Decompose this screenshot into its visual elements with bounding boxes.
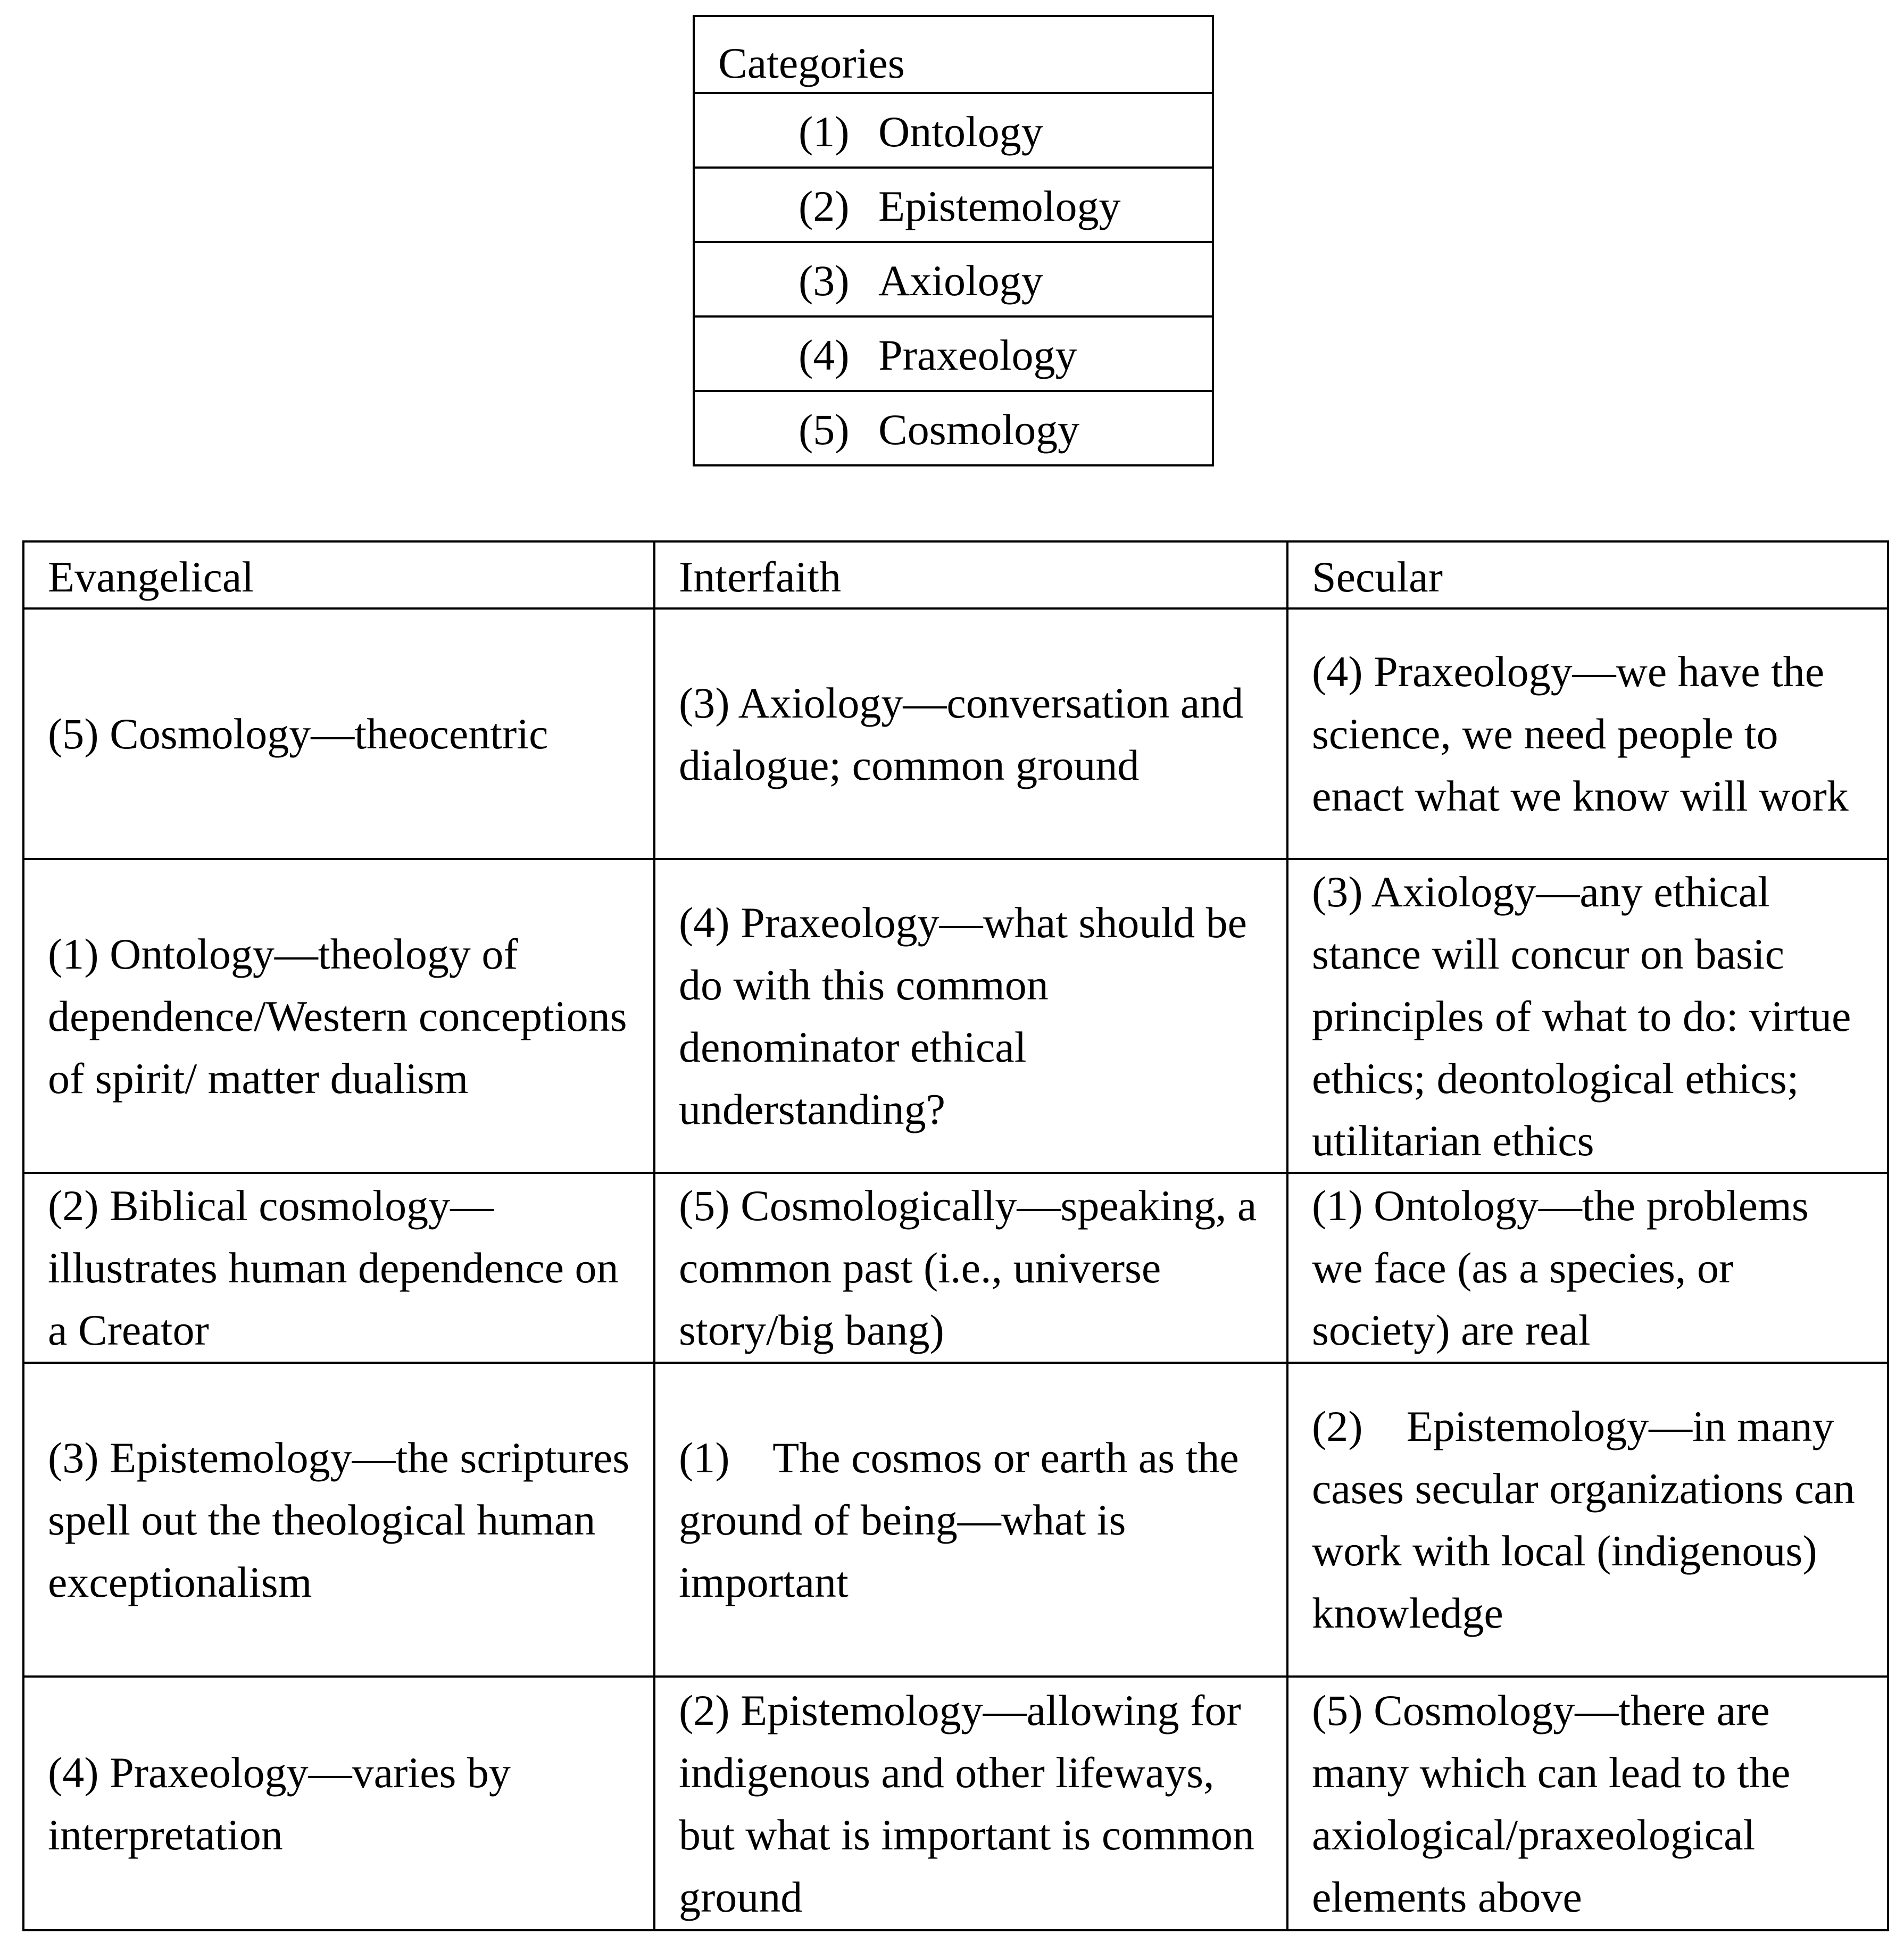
table-cell: (5) Cosmologically—speaking, a common past (i.e., universe story/big bang): [654, 1173, 1287, 1363]
comparison-table: [22, 540, 1889, 1931]
category-label: Ontology: [878, 107, 1043, 156]
categories-box: [693, 15, 1214, 466]
table-cell: (1) The cosmos or earth as the ground of being—what is important: [654, 1363, 1287, 1677]
categories-header: Categories: [695, 17, 1212, 94]
table-cell: (5) Cosmology—theocentric: [23, 608, 654, 859]
table-cell: (3) Axiology—conversation and dialogue; common ground: [654, 608, 1287, 859]
category-item: [695, 94, 1212, 169]
table-row: [23, 608, 1888, 859]
column-header-interfaith: Interfaith: [654, 541, 1287, 608]
table-row: [23, 859, 1888, 1173]
table-row: [23, 1173, 1888, 1363]
table-cell: (4) Praxeology—what should be do with this common denominator ethical understanding?: [654, 859, 1287, 1173]
category-number: (3): [799, 256, 850, 305]
table-cell: (2) Biblical cosmology—illustrates human dependence on a Creator: [23, 1173, 654, 1363]
category-item: [695, 169, 1212, 243]
category-label: Cosmology: [878, 405, 1080, 454]
category-number: (2): [799, 182, 850, 230]
table-cell: (2) Epistemology—in many cases secular organizations can work with local (indigenous) knowledge: [1287, 1363, 1888, 1677]
table-cell: (1) Ontology—the problems we face (as a species, or society) are real: [1287, 1173, 1888, 1363]
table-cell: (4) Praxeology—we have the science, we need people to enact what we know will work: [1287, 608, 1888, 859]
category-item: [695, 392, 1212, 464]
table-cell: (3) Epistemology—the scriptures spell out the theological human exceptionalism: [23, 1363, 654, 1677]
column-header-secular: Secular: [1287, 541, 1888, 608]
table-cell: (1) Ontology—theology of dependence/Western conceptions of spirit/ matter dualism: [23, 859, 654, 1173]
category-label: Axiology: [878, 256, 1043, 305]
table-header-row: [23, 541, 1888, 608]
table-row: [23, 1363, 1888, 1677]
table-cell: (5) Cosmology—there are many which can lead to the axiological/praxeological elements above: [1287, 1677, 1888, 1930]
table-cell: (4) Praxeology—varies by interpretation: [23, 1677, 654, 1930]
category-item: [695, 243, 1212, 318]
table-cell: (3) Axiology—any ethical stance will concur on basic principles of what to do: virtue ethics; deontological ethics; utilitarian ethics: [1287, 859, 1888, 1173]
category-number: (1): [799, 107, 850, 156]
category-number: (5): [799, 405, 850, 454]
category-item: [695, 318, 1212, 392]
table-cell: (2) Epistemology—allowing for indigenous and other lifeways, but what is important is common ground: [654, 1677, 1287, 1930]
category-label: Epistemology: [878, 182, 1121, 230]
column-header-evangelical: Evangelical: [23, 541, 654, 608]
category-number: (4): [799, 331, 850, 379]
category-label: Praxeology: [878, 331, 1077, 379]
table-row: [23, 1677, 1888, 1930]
